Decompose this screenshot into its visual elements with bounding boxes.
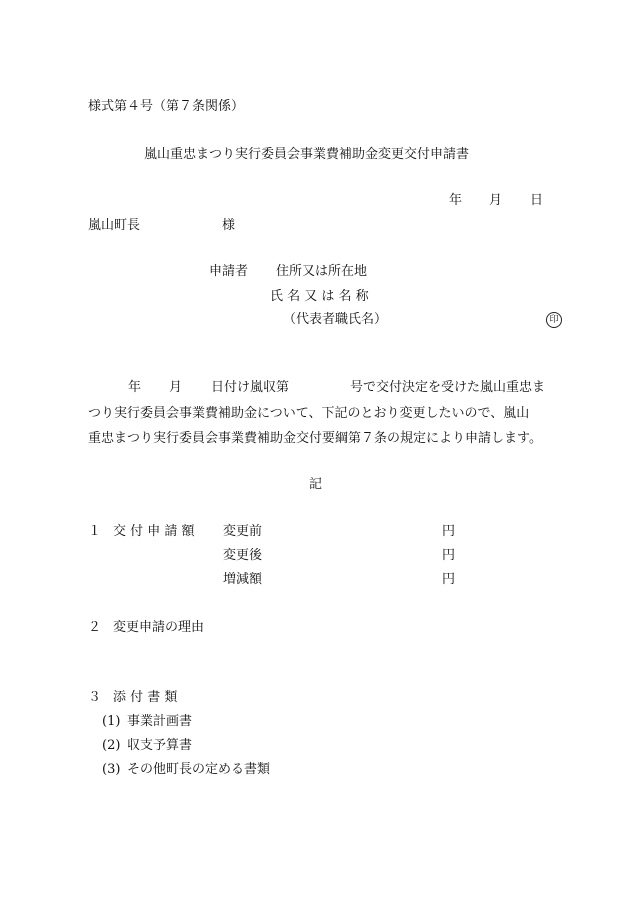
body-line3: 重忠まつり実行委員会事業費補助金交付要綱第７条の規定により申請します。	[88, 431, 542, 446]
section1-row-diff-label: 増減額	[223, 572, 263, 587]
date-year: 年	[449, 193, 463, 208]
body-line1-part2: 号で交付決定を受けた嵐山重忠ま	[350, 380, 546, 395]
applicant-address: 住所又は所在地	[276, 264, 368, 279]
section1-number: １	[88, 524, 102, 539]
ki-heading: 記	[309, 477, 323, 492]
date-day: 日	[530, 193, 544, 208]
section3-number: ３	[88, 690, 102, 705]
addressee-name: 嵐山町長	[88, 218, 141, 233]
section3-item-3-num: (3)	[102, 762, 121, 777]
section3-item-2-text: 収支予算書	[127, 738, 193, 753]
section1-row-after-unit: 円	[442, 548, 456, 563]
section3-item-1-text: 事業計画書	[127, 714, 193, 729]
section1-row-diff-unit: 円	[442, 572, 456, 587]
applicant-name: 氏 名 又 は 名 称	[270, 289, 369, 304]
form-number: 様式第４号（第７条関係）	[88, 99, 245, 114]
section1-row-before-unit: 円	[442, 524, 456, 539]
body-line1-year: 年	[128, 380, 142, 395]
section3-item-1-num: (1)	[102, 714, 121, 729]
date-month: 月	[489, 193, 503, 208]
section2-label: 変更申請の理由	[113, 620, 205, 635]
document-title: 嵐山重忠まつり実行委員会事業費補助金変更交付申請書	[144, 147, 470, 162]
section1-label: 交 付 申 請 額	[113, 524, 195, 539]
section2-number: ２	[88, 620, 102, 635]
addressee-honorific: 様	[222, 218, 236, 233]
body-line1-month: 月	[169, 380, 183, 395]
section3-label: 添 付 書 類	[113, 690, 178, 705]
body-line2: つり実行委員会事業費補助金について、下記のとおり変更したいので、嵐山	[88, 406, 530, 421]
section3-item-3-text: その他町長の定める書類	[127, 762, 271, 777]
section1-row-before-label: 変更前	[223, 524, 263, 539]
applicant-representative: （代表者職氏名）	[283, 312, 388, 327]
body-line1-part1: 日付け嵐収第	[211, 380, 290, 395]
applicant-label: 申請者	[209, 264, 249, 279]
section3-item-2-num: (2)	[102, 738, 121, 753]
section1-row-after-label: 変更後	[223, 548, 263, 563]
seal-mark: 印	[546, 312, 562, 328]
